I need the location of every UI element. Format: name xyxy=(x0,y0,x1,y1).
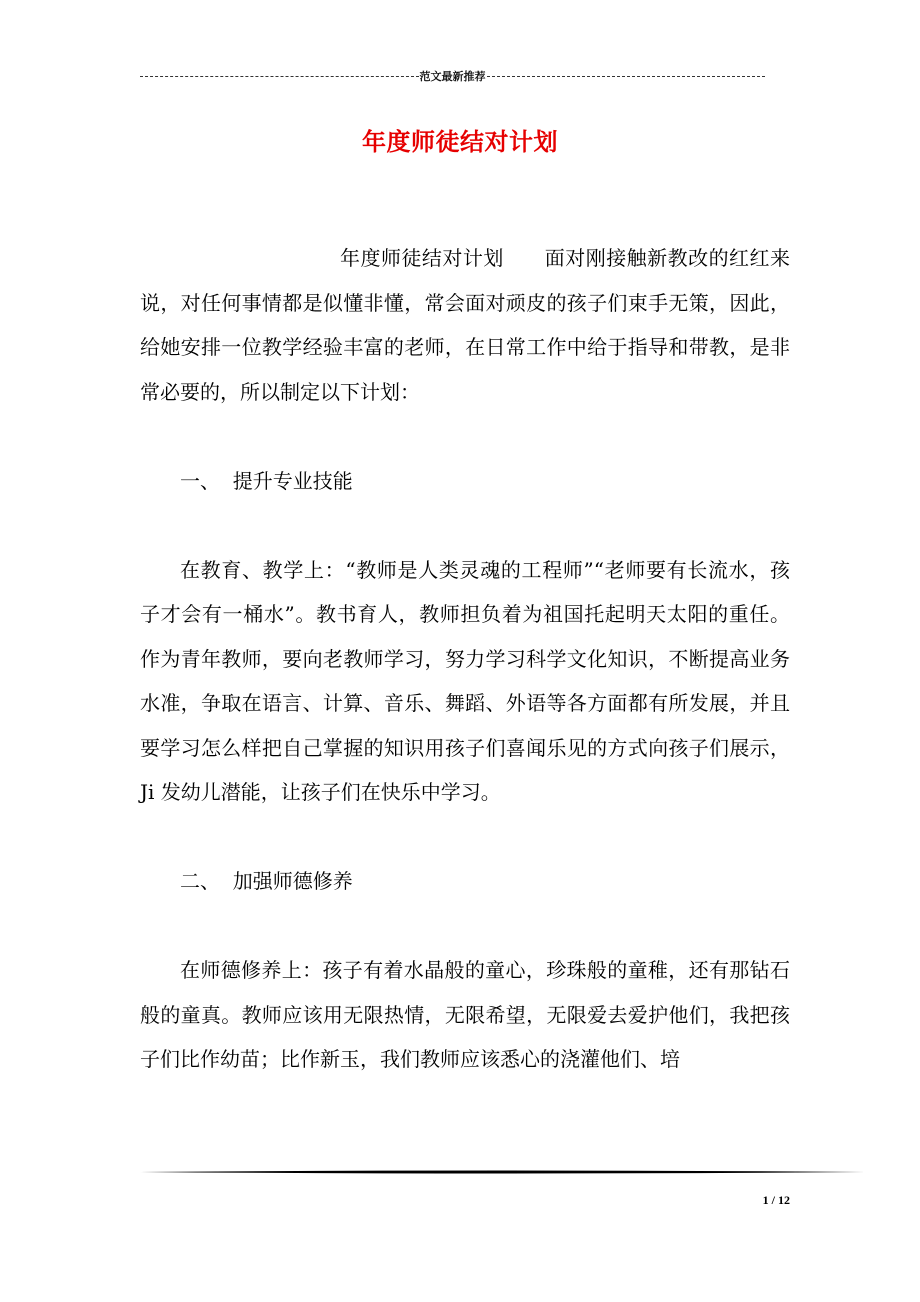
section-heading-2: 二、 加强师德修养 xyxy=(180,869,353,893)
section-heading-1: 一、 提升专业技能 xyxy=(180,468,353,493)
header-label: 范文最新推荐 xyxy=(419,70,486,83)
header-dashes-left xyxy=(140,76,419,77)
footer-divider xyxy=(140,1170,865,1174)
page-indicator: 1 / 12 xyxy=(762,1193,790,1207)
document-title: 年度师徒结对计划 xyxy=(362,128,558,156)
intro-paragraph: 年度师徒结对计划 面对刚接触新教改的红红来说，对任何事情都是似懂非懂，常会面对顽皮的孩子们束手无策，因此，给她安排一位教学经验丰富的老师，在日常工作中给于指导和带教，是非常必要的，所以制定以下计划： xyxy=(140,246,790,404)
section-body-2: 在师德修养上：孩子有着水晶般的童心，珍珠般的童稚，还有那钻石般的童真。教师应该用无限热情，无限希望，无限爱去爱护他们，我把孩子们比作幼苗；比作新玉，我们教师应该悉心的浇灌他们、培 xyxy=(140,958,790,1071)
header-dashes-right xyxy=(487,76,766,77)
section-body-1: 在教育、教学上：“教师是人类灵魂的工程师”“老师要有长流水，孩子才会有一桶水”。教书育人，教师担负着为祖国托起明天太阳的重任。作为青年教师，要向老教师学习，努力学习科学文化知识，不断提高业务水准，争取在语言、计算、音乐、舞蹈、外语等各方面都有所发展，并且要学习怎么样把自己掌握的知识用孩子们喜闻乐见的方式向孩子们展示，Ji 发幼儿潜能，让孩子们在快乐中学习。 xyxy=(140,557,790,804)
page-header xyxy=(140,66,765,86)
document-body xyxy=(140,236,790,1082)
